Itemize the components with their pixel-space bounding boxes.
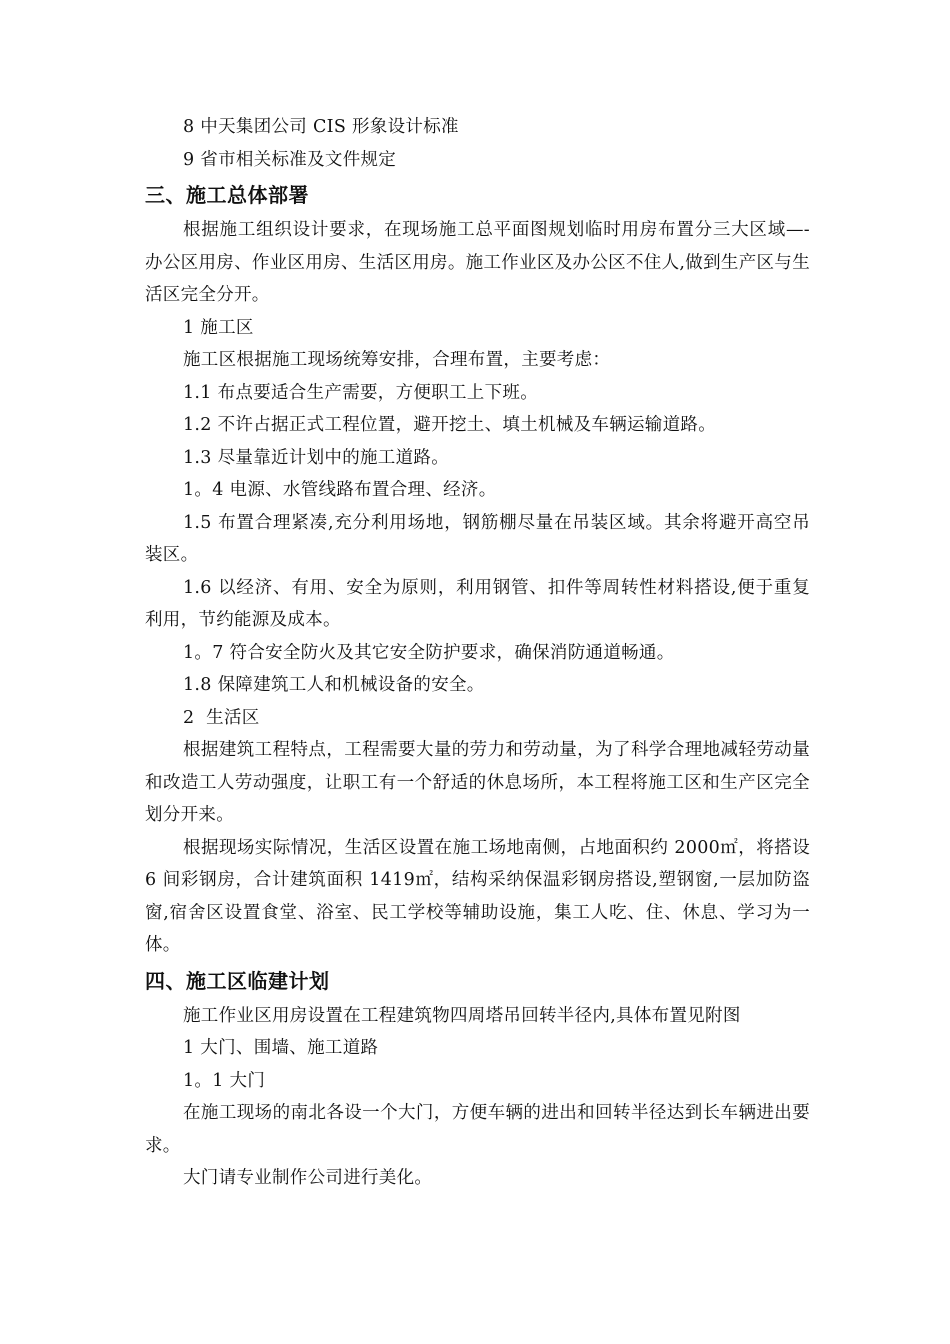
subheading-living-zone: 2 生活区 — [183, 707, 260, 728]
list-item-standard-9: 9 省市相关标准及文件规定 — [183, 149, 397, 170]
list-item-1-5: 1.5 布置合理紧凑,充分利用场地，钢筋棚尽量在吊装区域。其余将避开高空吊装区。 — [145, 512, 810, 565]
subheading-gate: 1。1 大门 — [183, 1070, 266, 1091]
section-heading-4: 四、施工区临建计划 — [145, 968, 330, 993]
list-item-1-2: 1.2 不许占据正式工程位置，避开挖土、填土机械及车辆运输道路。 — [183, 415, 716, 435]
paragraph-gate-1: 在施工现场的南北各设一个大门，方便车辆的进出和回转半径达到长车辆进出要求。 — [145, 1103, 810, 1156]
list-item-1-7: 1。7 符合安全防火及其它安全防护要求，确保消防通道畅通。 — [183, 642, 675, 663]
list-item-1-1: 1.1 布点要适合生产需要，方便职工上下班。 — [183, 382, 538, 403]
section-heading-3: 三、施工总体部署 — [145, 183, 309, 207]
paragraph-temporary-plan: 施工作业区用房设置在工程建筑物四周塔吊回转半径内,具体布置见附图 — [183, 1005, 741, 1026]
paragraph-living-2: 根据现场实际情况，生活区设置在施工场地南侧，占地面积约 2000㎡，将搭设 6 间彩钢房，合计建筑面积 1419㎡，结构采纳保温彩钢房搭设,塑钢窗,一层加防盗窗,宿舍区设置食堂、浴室、民工学校等辅助设施，集工人吃、住、休息、学习为一体。 — [145, 837, 810, 955]
paragraph-overview: 根据施工组织设计要求，在现场施工总平面图规划临时用房布置分三大区域—-办公区用房、作业区用房、生活区用房。施工作业区及办公区不住人,做到生产区与生活区完全分开。 — [145, 220, 810, 305]
list-item-1-3: 1.3 尽量靠近计划中的施工道路。 — [183, 447, 449, 468]
paragraph-living-1: 根据建筑工程特点，工程需要大量的劳力和劳动量，为了科学合理地减轻劳动量和改造工人劳动强度，让职工有一个舒适的休息场所，本工程将施工区和生产区完全划分开来。 — [145, 740, 810, 825]
list-item-standard-8: 8 中天集团公司 CIS 形象设计标准 — [183, 117, 459, 137]
paragraph-gate-2: 大门请专业制作公司进行美化。 — [183, 1168, 433, 1188]
list-item-1-8: 1.8 保障建筑工人和机械设备的安全。 — [183, 675, 485, 695]
subheading-gate-wall-road: 1 大门、围墙、施工道路 — [183, 1038, 379, 1058]
document-page — [145, 111, 810, 1195]
paragraph-construction-intro: 施工区根据施工现场统筹安排，合理布置，主要考虑： — [183, 350, 611, 370]
subheading-construction-zone: 1 施工区 — [183, 317, 254, 338]
list-item-1-6: 1.6 以经济、有用、安全为原则，利用钢管、扣件等周转性材料搭设,便于重复利用，节约能源及成本。 — [145, 577, 810, 630]
list-item-1-4: 1。4 电源、水管线路布置合理、经济。 — [183, 480, 497, 500]
